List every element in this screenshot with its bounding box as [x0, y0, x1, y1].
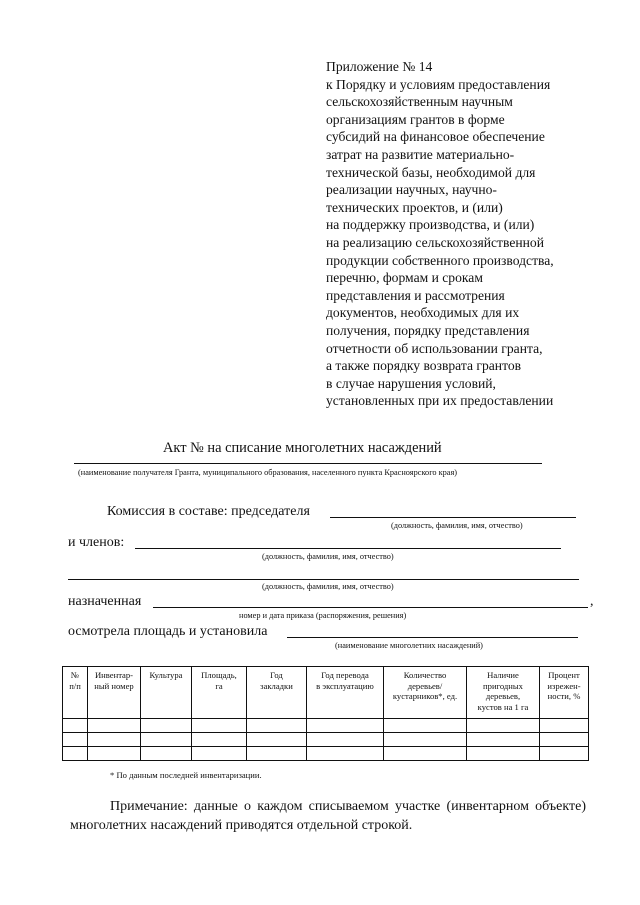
table-cell[interactable]: [192, 733, 247, 747]
member-hint-2: (должность, фамилия, имя, отчество): [262, 582, 394, 591]
appendix-line: отчетности об использовании гранта,: [326, 340, 543, 356]
appendix-line: сельскохозяйственным научным: [326, 94, 513, 110]
column-header: Наличие пригодных деревьев, кустов на 1 га: [467, 667, 540, 719]
order-field[interactable]: [153, 607, 588, 608]
chair-field[interactable]: [330, 517, 576, 518]
appendix-line: представления и рассмотрения: [326, 287, 505, 303]
column-header: Год закладки: [247, 667, 307, 719]
table-cell[interactable]: [141, 747, 192, 761]
table-cell[interactable]: [63, 747, 88, 761]
appendix-line: к Порядку и условиям предоставления: [326, 76, 551, 92]
note-paragraph: Примечание: данные о каждом списываемом участке (инвентарном объекте) многолетних насаждений приводятся отдельной строкой.: [70, 799, 586, 833]
column-header: Культура: [141, 667, 192, 719]
commission-label: Комиссия в составе: председателя: [107, 504, 310, 519]
table-cell[interactable]: [467, 747, 540, 761]
column-header: Количество деревьев/ кустарников*, ед.: [384, 667, 467, 719]
table-cell[interactable]: [384, 719, 467, 733]
appendix-line: субсидий на финансовое обеспечение: [326, 129, 545, 145]
table-cell[interactable]: [467, 733, 540, 747]
table-cell[interactable]: [307, 719, 384, 733]
member-hint-1: (должность, фамилия, имя, отчество): [262, 552, 394, 561]
table-row: [63, 719, 589, 733]
inspected-label: осмотрела площадь и установила: [68, 624, 268, 639]
table-cell[interactable]: [192, 719, 247, 733]
order-hint: номер и дата приказа (распоряжения, решения): [239, 611, 407, 620]
appendix-line: затрат на развитие материально-: [326, 146, 515, 162]
recipient-hint: (наименование получателя Гранта, муниципального образования, населенного пункта Красноярского края): [78, 468, 458, 477]
appendix-line: технических проектов, и (или): [326, 199, 503, 215]
table-cell[interactable]: [247, 719, 307, 733]
table-cell[interactable]: [247, 747, 307, 761]
column-header: Год перевода в эксплуатацию: [307, 667, 384, 719]
table-cell[interactable]: [63, 733, 88, 747]
members-label: и членов:: [68, 535, 125, 550]
column-header: № п/п: [63, 667, 88, 719]
table-cell[interactable]: [540, 733, 589, 747]
column-header: Процент изрежен- ности, %: [540, 667, 589, 719]
appendix-line: на реализацию сельскохозяйственной: [326, 234, 544, 250]
table-cell[interactable]: [88, 719, 141, 733]
table-cell[interactable]: [384, 733, 467, 747]
appendix-line: технической базы, необходимой для: [326, 164, 536, 180]
recipient-field[interactable]: [74, 463, 542, 464]
table-row: [63, 747, 589, 761]
table-cell[interactable]: [141, 733, 192, 747]
footnote: * По данным последней инвентаризации.: [110, 770, 262, 780]
column-header: Площадь, га: [192, 667, 247, 719]
appendix-header: [326, 58, 626, 410]
table-cell[interactable]: [192, 747, 247, 761]
appendix-line: Приложение № 14: [326, 59, 433, 74]
column-header: Инвентар- ный номер: [88, 667, 141, 719]
appendix-line: реализации научных, научно-: [326, 182, 497, 198]
table-cell[interactable]: [63, 719, 88, 733]
member-field-1[interactable]: [135, 548, 561, 549]
appointed-label: назначенная: [68, 594, 142, 609]
table-cell[interactable]: [88, 747, 141, 761]
appendix-line: перечню, формам и срокам: [326, 270, 483, 286]
appendix-line: установленных при их предоставлении: [326, 393, 554, 409]
table-header-row: [63, 667, 589, 719]
appendix-line: на поддержку производства, и (или): [326, 217, 535, 233]
member-field-2[interactable]: [68, 579, 579, 580]
plantings-table: [62, 666, 589, 761]
table-cell[interactable]: [307, 747, 384, 761]
chair-hint: (должность, фамилия, имя, отчество): [391, 521, 523, 530]
table-cell[interactable]: [467, 719, 540, 733]
table-cell[interactable]: [384, 747, 467, 761]
table-row: [63, 733, 589, 747]
table-cell[interactable]: [540, 719, 589, 733]
appendix-line: в случае нарушения условий,: [326, 375, 496, 391]
appendix-line: продукции собственного производства,: [326, 252, 554, 268]
appendix-line: а также порядку возврата грантов: [326, 358, 522, 374]
appendix-line: организациям грантов в форме: [326, 111, 505, 127]
table-cell[interactable]: [88, 733, 141, 747]
appendix-line: получения, порядку представления: [326, 322, 530, 338]
table-cell[interactable]: [247, 733, 307, 747]
table-cell[interactable]: [540, 747, 589, 761]
plantings-field[interactable]: [287, 637, 578, 638]
appointed-comma: ,: [590, 594, 594, 609]
table-cell[interactable]: [307, 733, 384, 747]
table-cell[interactable]: [141, 719, 192, 733]
appendix-line: документов, необходимых для их: [326, 305, 520, 321]
act-title: Акт № на списание многолетних насаждений: [163, 440, 442, 456]
plantings-hint: (наименование многолетних насаждений): [335, 641, 483, 650]
